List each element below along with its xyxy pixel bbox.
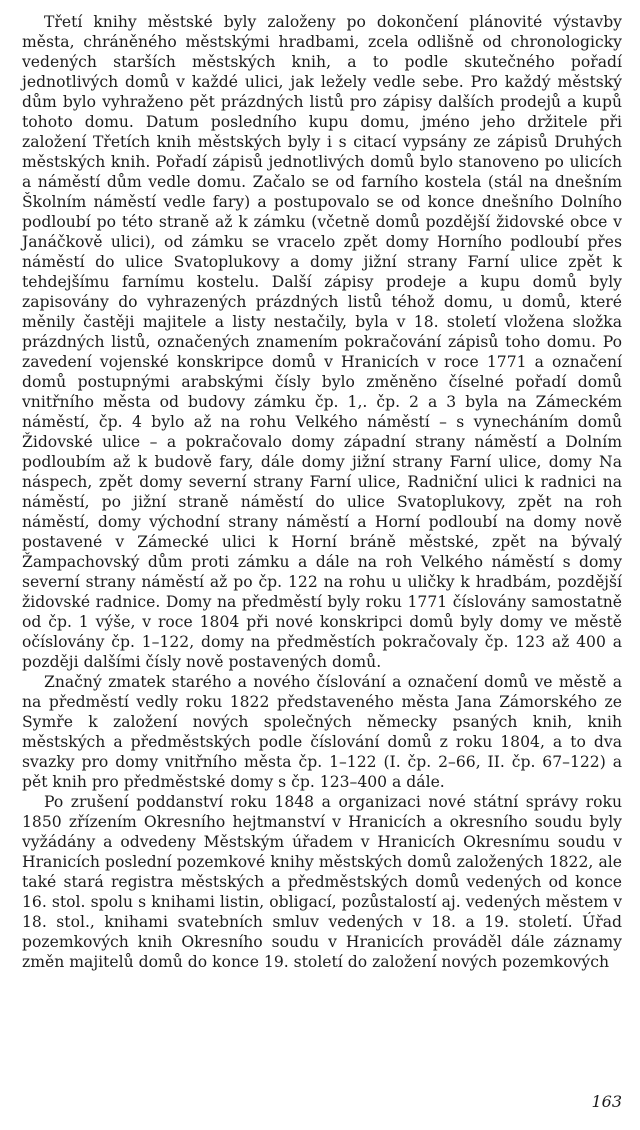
paragraph: Značný zmatek starého a nového číslování a označení domů ve městě a na předměstí vedly roku 1822 představeného města Jana Zámorského ze Symře k založení nových společných německy psaných knih, knih městských a předměstských podle číslování domů z roku 1804, a to dva svazky pro domy vnitřního města čp. 1–122 (I. čp. 2–66, II. čp. 67–122) a pět knih pro předměstské domy s čp. 123–400 a dále. — [22, 673, 622, 791]
page-body — [22, 12, 622, 972]
paragraph: Po zrušení poddanství roku 1848 a organizaci nové státní správy roku 1850 zřízením Okresního hejtmanství v Hranicích a okresního soudu byly vyžádány a odvedeny Městským úřadem v Hranicích Okresnímu soudu v Hranicích poslední pozemkové knihy městských domů založených 1822, ale také stará registra městských a předměstských domů vedených od konce 16. stol. spolu s knihami listin, obligací, pozůstalostí aj. vedených městem v 18. stol., knihami svatebních smluv vedených v 18. a 19. století. Úřad pozemkových knih Okresního soudu v Hranicích prováděl dále záznamy změn majitelů domů do konce 19. století do založení nových pozemkových — [22, 793, 622, 971]
page-number: 163 — [591, 1092, 622, 1111]
paragraph: Třetí knihy městské byly založeny po dokončení plánovité výstavby města, chráněného městskými hradbami, zcela odlišně od chronologicky vedených starších městských knih, a to podle skutečného pořadí jednotlivých domů v každé ulici, jak ležely vedle sebe. Pro každý městský dům bylo vyhraženo pět prázdných listů pro zápisy dalších prodejů a kupů tohoto domu. Datum posledního kupu domu, jméno jeho držitele při založení Třetích knih městských byly i s citací vypsány ze zápisů Druhých městských knih. Pořadí zápisů jednotlivých domů bylo stanoveno po ulicích a náměstí dům vedle domu. Začalo se od farního kostela (stál na dnešním Školním náměstí vedle fary) a postupovalo se od konce dnešního Dolního podloubí po této straně až k zámku (včetně domů pozdější židovské obce v Janáčkově ulici), od zámku se vracelo zpět domy Horního podloubí přes náměstí do ulice Svatoplukovy a domy jižní strany Farní ulice zpět k tehdejšímu farnímu kostelu. Další zápisy prodeje a kupu domů byly zapisovány do vyhrazených prázdných listů téhož domu, u domů, které měnily častěji majitele a listy nestačily, byla v 18. století vložena složka prázdných listů, označených znamením pokračování zápisů toho domu. Po zavedení vojenské konskripce domů v Hranicích v roce 1771 a označení domů postupnými arabskými čísly bylo změněno číselné pořadí domů vnitřního města od budovy zámku čp. 1,. čp. 2 a 3 byla na Zámeckém náměstí, čp. 4 bylo až na rohu Velkého náměstí – s vynecháním domů Židovské ulice – a pokračovalo domy západní strany náměstí a Dolním podloubím až k budově fary, dále domy jižní strany Farní ulice, domy Na náspech, zpět domy severní strany Farní ulice, Radniční ulici k radnici na náměstí, po jižní straně náměstí do ulice Svatoplukovy, zpět na roh náměstí, domy východní strany náměstí a Horní podloubí na domy nově postavené v Zámecké ulici k Horní bráně městské, zpět na bývalý Žampachovský dům proti zámku a dále na roh Velkého náměstí s domy severní strany náměstí až po čp. 122 na rohu u uličky k hradbám, pozdější židovské radnice. Domy na předměstí byly roku 1771 číslovány samostatně od čp. 1 výše, v roce 1804 při nové konskripci domů byly domy ve městě očíslovány čp. 1–122, domy na předměstích pokračovaly čp. 123 až 400 a později dalšími čísly nově postavených domů. — [22, 13, 622, 671]
